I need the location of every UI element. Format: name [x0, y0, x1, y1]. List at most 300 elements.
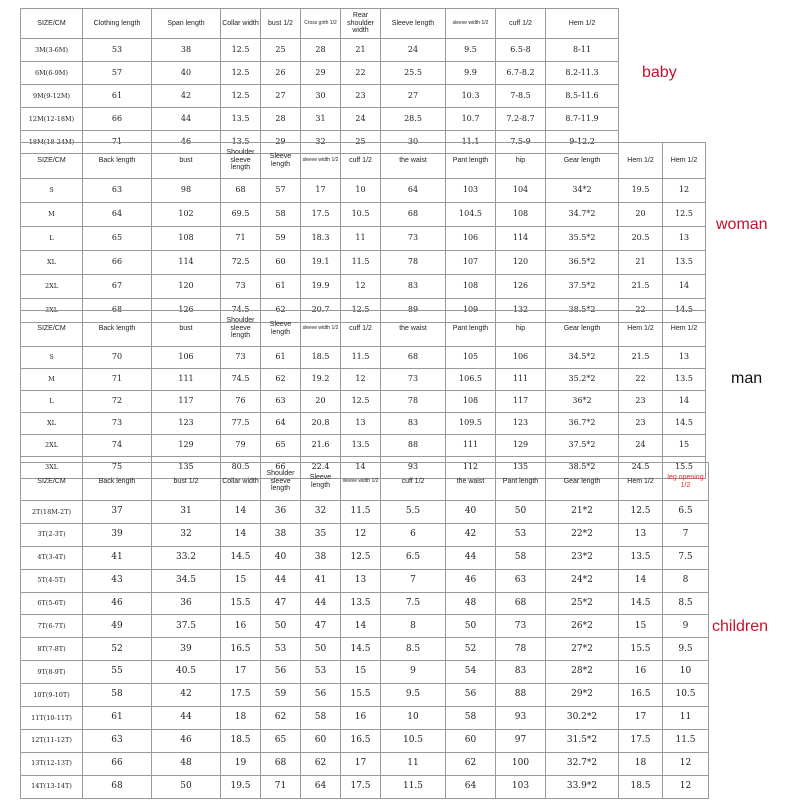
man-header-cell: hip [496, 311, 546, 347]
woman-value-cell: 108 [152, 227, 221, 251]
children-value-cell: 50 [261, 615, 301, 638]
woman-value-cell: 73 [221, 275, 261, 299]
children-value-cell: 17.5 [221, 684, 261, 707]
children-table-row [21, 546, 709, 569]
children-value-cell: 17 [619, 707, 663, 730]
baby-header-cell: bust 1/2 [261, 9, 301, 39]
children-value-cell: 33.9*2 [546, 775, 619, 798]
children-table-row [21, 523, 709, 546]
baby-value-cell: 38 [152, 39, 221, 62]
children-value-cell: 16 [221, 615, 261, 638]
children-table-row [21, 638, 709, 661]
children-value-cell: 61 [83, 707, 152, 730]
baby-value-cell: 7-8.5 [496, 85, 546, 108]
man-value-cell: 111 [152, 369, 221, 391]
baby-value-cell: 40 [152, 62, 221, 85]
children-value-cell: 13.5 [619, 546, 663, 569]
woman-value-cell: 20.7 [301, 299, 341, 323]
baby-size-cell: 18M(18-24M) [21, 131, 83, 154]
baby-value-cell: 7.2-8.7 [496, 108, 546, 131]
baby-value-cell: 28 [261, 108, 301, 131]
baby-value-cell: 8.7-11.9 [546, 108, 619, 131]
baby-value-cell: 30 [381, 131, 446, 154]
baby-header-cell: Clothing length [83, 9, 152, 39]
children-value-cell: 93 [496, 707, 546, 730]
children-value-cell: 60 [301, 729, 341, 752]
baby-value-cell: 24 [341, 108, 381, 131]
children-value-cell: 58 [496, 546, 546, 569]
man-table-row [21, 369, 706, 391]
baby-value-cell: 8-11 [546, 39, 619, 62]
woman-value-cell: 63 [83, 179, 152, 203]
children-value-cell: 5.5 [381, 501, 446, 524]
children-size-cell: 3T(2-3T) [21, 523, 83, 546]
man-value-cell: 62 [261, 369, 301, 391]
man-value-cell: 12 [341, 369, 381, 391]
woman-header-cell: Back length [83, 143, 152, 179]
children-size-cell: 6T(5-6T) [21, 592, 83, 615]
children-value-cell: 42 [152, 684, 221, 707]
man-value-cell: 76 [221, 391, 261, 413]
woman-value-cell: 103 [446, 179, 496, 203]
woman-value-cell: 120 [496, 251, 546, 275]
children-value-cell: 17 [341, 752, 381, 775]
children-value-cell: 7 [381, 569, 446, 592]
children-value-cell: 48 [446, 592, 496, 615]
children-value-cell: 14 [221, 523, 261, 546]
woman-value-cell: 60 [261, 251, 301, 275]
woman-value-cell: 12 [341, 275, 381, 299]
category-label-children: children [712, 618, 769, 635]
children-value-cell: 103 [496, 775, 546, 798]
woman-header-cell: Pant length [446, 143, 496, 179]
children-value-cell: 14.5 [341, 638, 381, 661]
man-value-cell: 19.2 [301, 369, 341, 391]
children-value-cell: 19 [221, 752, 261, 775]
man-header-cell: sleeve width 1/2 [301, 311, 341, 347]
children-value-cell: 53 [496, 523, 546, 546]
baby-value-cell: 29 [261, 131, 301, 154]
baby-value-cell: 9.5 [446, 39, 496, 62]
children-value-cell: 100 [496, 752, 546, 775]
children-value-cell: 10.5 [663, 684, 709, 707]
children-value-cell: 42 [446, 523, 496, 546]
baby-value-cell: 53 [83, 39, 152, 62]
children-value-cell: 14.5 [619, 592, 663, 615]
woman-value-cell: 108 [446, 275, 496, 299]
children-value-cell: 8 [381, 615, 446, 638]
baby-size-cell: 3M(3-6M) [21, 39, 83, 62]
children-table-row [21, 615, 709, 638]
man-header-cell: Sleeve length [261, 311, 301, 347]
baby-value-cell: 6.5-8 [496, 39, 546, 62]
children-value-cell: 60 [446, 729, 496, 752]
children-size-cell: 8T(7-8T) [21, 638, 83, 661]
baby-value-cell: 30 [301, 85, 341, 108]
man-value-cell: 77.5 [221, 413, 261, 435]
woman-header-cell: the waist [381, 143, 446, 179]
children-value-cell: 40 [446, 501, 496, 524]
man-value-cell: 14.5 [663, 413, 706, 435]
man-value-cell: 112 [446, 457, 496, 479]
woman-size-cell: 2XL [21, 275, 83, 299]
children-value-cell: 12.5 [619, 501, 663, 524]
baby-value-cell: 28 [301, 39, 341, 62]
children-value-cell: 15 [341, 661, 381, 684]
man-header-cell: Back length [83, 311, 152, 347]
children-value-cell: 36 [152, 592, 221, 615]
children-header-cell: cuff 1/2 [381, 463, 446, 501]
children-value-cell: 17 [221, 661, 261, 684]
baby-value-cell: 57 [83, 62, 152, 85]
man-header-cell: bust [152, 311, 221, 347]
man-value-cell: 129 [152, 435, 221, 457]
baby-value-cell: 23 [341, 85, 381, 108]
children-value-cell: 10 [663, 661, 709, 684]
baby-header-cell: SIZE/CM [21, 9, 83, 39]
baby-value-cell: 42 [152, 85, 221, 108]
man-size-table [20, 310, 706, 479]
woman-value-cell: 57 [261, 179, 301, 203]
children-value-cell: 15.5 [341, 684, 381, 707]
woman-value-cell: 114 [496, 227, 546, 251]
man-value-cell: 24 [619, 435, 663, 457]
woman-value-cell: 132 [496, 299, 546, 323]
woman-value-cell: 14 [663, 275, 706, 299]
children-value-cell: 19.5 [221, 775, 261, 798]
woman-value-cell: 12.5 [341, 299, 381, 323]
children-value-cell: 68 [261, 752, 301, 775]
children-value-cell: 41 [301, 569, 341, 592]
woman-value-cell: 14.5 [663, 299, 706, 323]
woman-value-cell: 72.5 [221, 251, 261, 275]
children-value-cell: 65 [261, 729, 301, 752]
baby-size-cell: 9M(9-12M) [21, 85, 83, 108]
children-value-cell: 52 [446, 638, 496, 661]
man-value-cell: 68 [381, 347, 446, 369]
baby-value-cell: 24 [381, 39, 446, 62]
baby-table-row [21, 108, 619, 131]
man-value-cell: 117 [496, 391, 546, 413]
man-value-cell: 111 [446, 435, 496, 457]
woman-value-cell: 71 [221, 227, 261, 251]
children-value-cell: 16 [341, 707, 381, 730]
baby-table-row [21, 85, 619, 108]
children-header-cell: the waist [446, 463, 496, 501]
man-size-cell: M [21, 369, 83, 391]
baby-value-cell: 10.3 [446, 85, 496, 108]
baby-value-cell: 27 [381, 85, 446, 108]
man-size-cell: L [21, 391, 83, 413]
woman-value-cell: 22 [619, 299, 663, 323]
woman-value-cell: 126 [496, 275, 546, 299]
man-header-row [21, 311, 706, 347]
baby-value-cell: 32 [301, 131, 341, 154]
man-value-cell: 70 [83, 347, 152, 369]
children-value-cell: 22*2 [546, 523, 619, 546]
man-value-cell: 13.5 [341, 435, 381, 457]
woman-value-cell: 108 [496, 203, 546, 227]
baby-size-table [20, 8, 619, 154]
woman-value-cell: 20.5 [619, 227, 663, 251]
woman-header-cell: SIZE/CM [21, 143, 83, 179]
woman-table-row [21, 227, 706, 251]
baby-value-cell: 10.7 [446, 108, 496, 131]
children-header-cell: leg opening 1/2 [663, 463, 709, 501]
children-value-cell: 83 [496, 661, 546, 684]
woman-value-cell: 106 [446, 227, 496, 251]
category-label-woman: woman [716, 216, 768, 233]
baby-value-cell: 61 [83, 85, 152, 108]
woman-size-cell: 3XL [21, 299, 83, 323]
man-size-cell: S [21, 347, 83, 369]
children-value-cell: 73 [496, 615, 546, 638]
children-value-cell: 50 [496, 501, 546, 524]
woman-size-table [20, 142, 706, 323]
man-value-cell: 106.5 [446, 369, 496, 391]
man-header-cell: cuff 1/2 [341, 311, 381, 347]
woman-value-cell: 34*2 [546, 179, 619, 203]
man-value-cell: 11.5 [341, 347, 381, 369]
woman-value-cell: 21.5 [619, 275, 663, 299]
children-value-cell: 15 [619, 615, 663, 638]
woman-size-cell: S [21, 179, 83, 203]
baby-header-cell: Sleeve length [381, 9, 446, 39]
man-value-cell: 20.8 [301, 413, 341, 435]
children-value-cell: 11.5 [381, 775, 446, 798]
man-table-row [21, 413, 706, 435]
children-header-row [21, 463, 709, 501]
baby-value-cell: 22 [341, 62, 381, 85]
children-value-cell: 6 [381, 523, 446, 546]
baby-value-cell: 31 [301, 108, 341, 131]
woman-value-cell: 98 [152, 179, 221, 203]
man-size-cell: XL [21, 413, 83, 435]
children-header-cell: Pant length [496, 463, 546, 501]
children-value-cell: 12 [663, 752, 709, 775]
man-value-cell: 65 [261, 435, 301, 457]
baby-value-cell: 13.5 [221, 131, 261, 154]
man-value-cell: 106 [496, 347, 546, 369]
man-value-cell: 93 [381, 457, 446, 479]
man-value-cell: 36*2 [546, 391, 619, 413]
baby-value-cell: 29 [301, 62, 341, 85]
children-header-cell: Sleeve length [301, 463, 341, 501]
children-value-cell: 18 [619, 752, 663, 775]
children-value-cell: 18 [221, 707, 261, 730]
children-value-cell: 23*2 [546, 546, 619, 569]
woman-header-cell: sleeve width 1/2 [301, 143, 341, 179]
children-value-cell: 9.5 [381, 684, 446, 707]
children-value-cell: 64 [301, 775, 341, 798]
children-value-cell: 37.5 [152, 615, 221, 638]
children-value-cell: 40.5 [152, 661, 221, 684]
woman-value-cell: 109 [446, 299, 496, 323]
man-value-cell: 24.5 [619, 457, 663, 479]
children-value-cell: 68 [496, 592, 546, 615]
children-value-cell: 46 [152, 729, 221, 752]
woman-value-cell: 83 [381, 275, 446, 299]
children-table-row [21, 501, 709, 524]
baby-header-row [21, 9, 619, 39]
man-value-cell: 74 [83, 435, 152, 457]
man-value-cell: 66 [261, 457, 301, 479]
children-size-cell: 9T(8-9T) [21, 661, 83, 684]
baby-value-cell: 12.5 [221, 39, 261, 62]
children-value-cell: 14 [221, 501, 261, 524]
children-value-cell: 53 [301, 661, 341, 684]
children-value-cell: 17.5 [619, 729, 663, 752]
baby-header-cell: Collar width [221, 9, 261, 39]
woman-value-cell: 17 [301, 179, 341, 203]
children-value-cell: 11.5 [663, 729, 709, 752]
woman-value-cell: 89 [381, 299, 446, 323]
man-value-cell: 117 [152, 391, 221, 413]
children-table-row [21, 707, 709, 730]
children-value-cell: 11.5 [341, 501, 381, 524]
baby-value-cell: 12.5 [221, 62, 261, 85]
baby-value-cell: 13.5 [221, 108, 261, 131]
children-size-cell: 4T(3-4T) [21, 546, 83, 569]
children-value-cell: 26*2 [546, 615, 619, 638]
woman-value-cell: 19.1 [301, 251, 341, 275]
woman-value-cell: 107 [446, 251, 496, 275]
woman-value-cell: 18.3 [301, 227, 341, 251]
children-value-cell: 15 [221, 569, 261, 592]
man-value-cell: 108 [446, 391, 496, 413]
man-value-cell: 71 [83, 369, 152, 391]
man-value-cell: 35.2*2 [546, 369, 619, 391]
children-value-cell: 10.5 [381, 729, 446, 752]
man-value-cell: 73 [83, 413, 152, 435]
woman-value-cell: 34.7*2 [546, 203, 619, 227]
baby-value-cell: 12.5 [221, 85, 261, 108]
woman-value-cell: 68 [83, 299, 152, 323]
children-table-row [21, 684, 709, 707]
children-table-row [21, 661, 709, 684]
baby-value-cell: 46 [152, 131, 221, 154]
children-header-cell: Hem 1/2 [619, 463, 663, 501]
woman-value-cell: 68 [221, 179, 261, 203]
woman-value-cell: 62 [261, 299, 301, 323]
children-value-cell: 62 [301, 752, 341, 775]
man-value-cell: 38.5*2 [546, 457, 619, 479]
baby-value-cell: 9.9 [446, 62, 496, 85]
children-value-cell: 63 [496, 569, 546, 592]
children-value-cell: 35 [301, 523, 341, 546]
man-value-cell: 23 [619, 391, 663, 413]
man-header-cell: Hem 1/2 [663, 311, 706, 347]
children-value-cell: 7.5 [381, 592, 446, 615]
man-value-cell: 78 [381, 391, 446, 413]
children-value-cell: 44 [446, 546, 496, 569]
children-size-table [20, 462, 709, 799]
children-size-cell: 2T(18M-2T) [21, 501, 83, 524]
children-value-cell: 63 [83, 729, 152, 752]
children-value-cell: 18.5 [619, 775, 663, 798]
children-value-cell: 16 [619, 661, 663, 684]
woman-value-cell: 64 [381, 179, 446, 203]
woman-table-row [21, 251, 706, 275]
children-value-cell: 14 [341, 615, 381, 638]
man-value-cell: 88 [381, 435, 446, 457]
man-value-cell: 79 [221, 435, 261, 457]
children-value-cell: 38 [261, 523, 301, 546]
woman-size-cell: L [21, 227, 83, 251]
woman-value-cell: 104.5 [446, 203, 496, 227]
woman-header-cell: cuff 1/2 [341, 143, 381, 179]
children-value-cell: 62 [261, 707, 301, 730]
woman-value-cell: 114 [152, 251, 221, 275]
woman-value-cell: 20 [619, 203, 663, 227]
woman-value-cell: 36.5*2 [546, 251, 619, 275]
woman-table-row [21, 203, 706, 227]
man-value-cell: 15 [663, 435, 706, 457]
woman-table-row [21, 179, 706, 203]
children-size-cell: 12T(11-12T) [21, 729, 83, 752]
man-header-cell: SIZE/CM [21, 311, 83, 347]
man-value-cell: 74.5 [221, 369, 261, 391]
man-size-cell: 2XL [21, 435, 83, 457]
category-label-baby: baby [642, 64, 677, 81]
children-value-cell: 56 [446, 684, 496, 707]
children-value-cell: 15.5 [619, 638, 663, 661]
baby-value-cell: 7.5-9 [496, 131, 546, 154]
children-value-cell: 16.5 [619, 684, 663, 707]
children-value-cell: 11 [381, 752, 446, 775]
man-header-cell: Gear length [546, 311, 619, 347]
children-table-row [21, 592, 709, 615]
children-size-cell: 10T(9-10T) [21, 684, 83, 707]
man-header-cell: the waist [381, 311, 446, 347]
children-value-cell: 8.5 [663, 592, 709, 615]
baby-header-cell: Hem 1/2 [546, 9, 619, 39]
woman-value-cell: 78 [381, 251, 446, 275]
children-value-cell: 32.7*2 [546, 752, 619, 775]
children-value-cell: 64 [446, 775, 496, 798]
children-size-cell: 5T(4-5T) [21, 569, 83, 592]
man-value-cell: 123 [152, 413, 221, 435]
woman-value-cell: 59 [261, 227, 301, 251]
children-header-cell: bust 1/2 [152, 463, 221, 501]
woman-value-cell: 19.5 [619, 179, 663, 203]
children-value-cell: 41 [83, 546, 152, 569]
baby-value-cell: 28.5 [381, 108, 446, 131]
children-table-row [21, 775, 709, 798]
children-value-cell: 27*2 [546, 638, 619, 661]
children-value-cell: 31.5*2 [546, 729, 619, 752]
children-value-cell: 40 [261, 546, 301, 569]
children-value-cell: 9 [663, 615, 709, 638]
children-value-cell: 12 [663, 775, 709, 798]
woman-value-cell: 12.5 [663, 203, 706, 227]
woman-header-cell: Hem 1/2 [619, 143, 663, 179]
children-value-cell: 28*2 [546, 661, 619, 684]
children-size-cell: 14T(13-14T) [21, 775, 83, 798]
children-value-cell: 30.2*2 [546, 707, 619, 730]
children-value-cell: 49 [83, 615, 152, 638]
man-table-row [21, 391, 706, 413]
children-value-cell: 25*2 [546, 592, 619, 615]
man-header-cell: Hem 1/2 [619, 311, 663, 347]
man-value-cell: 135 [496, 457, 546, 479]
woman-value-cell: 21 [619, 251, 663, 275]
children-value-cell: 38 [301, 546, 341, 569]
children-value-cell: 50 [152, 775, 221, 798]
man-value-cell: 20 [301, 391, 341, 413]
children-value-cell: 37 [83, 501, 152, 524]
children-value-cell: 9.5 [663, 638, 709, 661]
